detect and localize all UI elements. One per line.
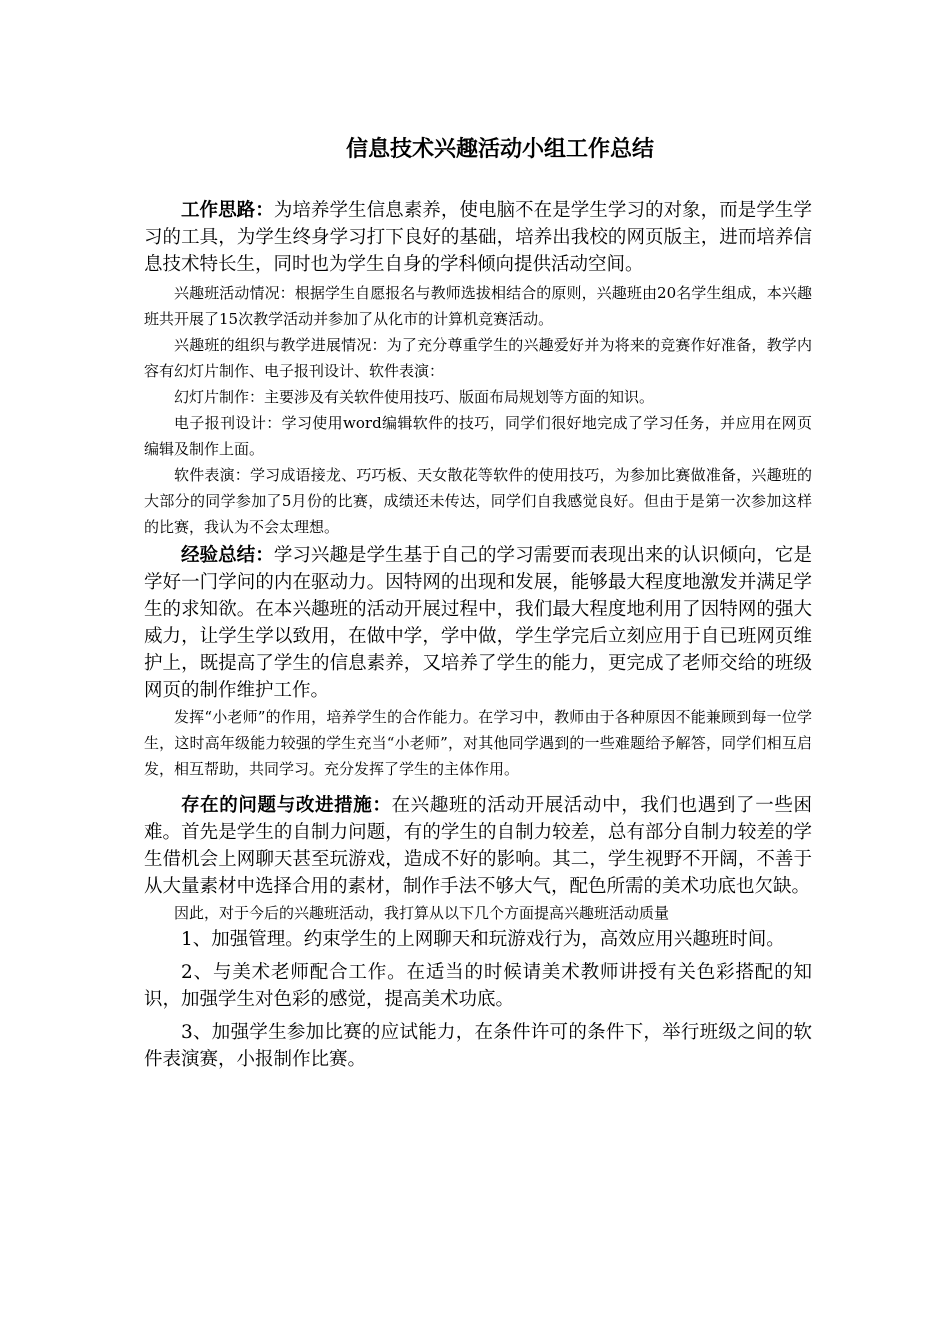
therefore-paragraph: 因此，对于今后的兴趣班活动，我打算从以下几个方面提高兴趣班活动质量 [174, 904, 670, 922]
newspaper-paragraph: 电子报刊设计：学习使用word编辑软件的技巧，同学们很好地完成了学习任务，并应用在网页编辑及制作上面。 [144, 414, 812, 458]
problems-text: 在兴趣班的活动开展活动中，我们也遇到了一些困难。首先是学生的自制力问题，有的学生的自制力较差，总有部分自制力较差的学生借机会上网聊天甚至玩游戏，造成不好的影响。其二，学生视野不开阔，不善于从大量素材中选择合用的素材，制作手法不够大气，配色所需的美术功底也欠缺。 [144, 795, 812, 897]
measure-item: 2、与美术老师配合工作。在适当的时候请美术教师讲授有关色彩搭配的知识，加强学生对色彩的感觉，提高美术功底。 [144, 962, 812, 1010]
slides-paragraph: 幻灯片制作：主要涉及有关软件使用技巧、版面布局规划等方面的知识。 [174, 388, 655, 406]
experience-text: 学习兴趣是学生基于自己的学习需要而表现出来的认识倾向，它是学好一门学问的内在驱动力。因特网的出现和发展，能够最大程度地激发并满足学生的求知欲。在本兴趣班的活动开展过程中，我们最大程度地利用了因特网的强大威力，让学生学以致用，在做中学，学中做，学生学完后立刻应用于自已班网页维护上，既提高了学生的信息素养，又培养了学生的能力，更完成了老师交给的班级网页的制作维护工作。 [144, 545, 812, 701]
experience-paragraph [144, 542, 812, 704]
software-paragraph: 软件表演：学习成语接龙、巧巧板、天女散花等软件的使用技巧，为参加比赛做准备，兴趣班的大部分的同学参加了5月份的比赛，成绩还未传达，同学们自我感觉良好。但由于是第一次参加这样的比赛，我认为不会太理想。 [144, 466, 812, 536]
experience-heading: 经验总结： [181, 545, 274, 566]
activity-paragraph: 兴趣班活动情况：根据学生自愿报名与教师选拔相结合的原则，兴趣班由20名学生组成，本兴趣班共开展了15次教学活动并参加了从化市的计算机竞赛活动。 [144, 284, 812, 328]
measure-item: 1、加强管理。约束学生的上网聊天和玩游戏行为，高效应用兴趣班时间。 [181, 929, 785, 950]
document-body [144, 197, 812, 1073]
work-idea-heading: 工作思路： [181, 200, 274, 221]
work-idea-paragraph [144, 197, 812, 278]
problems-heading: 存在的问题与改进措施： [181, 795, 392, 816]
little-teacher-paragraph: 发挥“小老师”的作用，培养学生的合作能力。在学习中，教师由于各种原因不能兼顾到每一位学生，这时高年级能力较强的学生充当“小老师”，对其他同学遇到的一些难题给予解答，同学们相互启发，相互帮助，共同学习。充分发挥了学生的主体作用。 [144, 708, 812, 778]
work-idea-text: 为培养学生信息素养，使电脑不在是学生学习的对象，而是学生学习的工具，为学生终身学习打下良好的基础，培养出我校的网页版主，进而培养信息技术特长生，同时也为学生自身的学科倾向提供活动空间。 [144, 200, 812, 275]
document-title: 信息技术兴趣活动小组工作总结 [345, 137, 654, 162]
problems-paragraph [144, 792, 812, 900]
organization-paragraph: 兴趣班的组织与教学进展情况：为了充分尊重学生的兴趣爱好并为将来的竞赛作好准备，教学内容有幻灯片制作、电子报刊设计、软件表演： [144, 336, 812, 380]
measure-item: 3、加强学生参加比赛的应试能力，在条件许可的条件下，举行班级之间的软件表演赛，小报制作比赛。 [144, 1022, 812, 1070]
